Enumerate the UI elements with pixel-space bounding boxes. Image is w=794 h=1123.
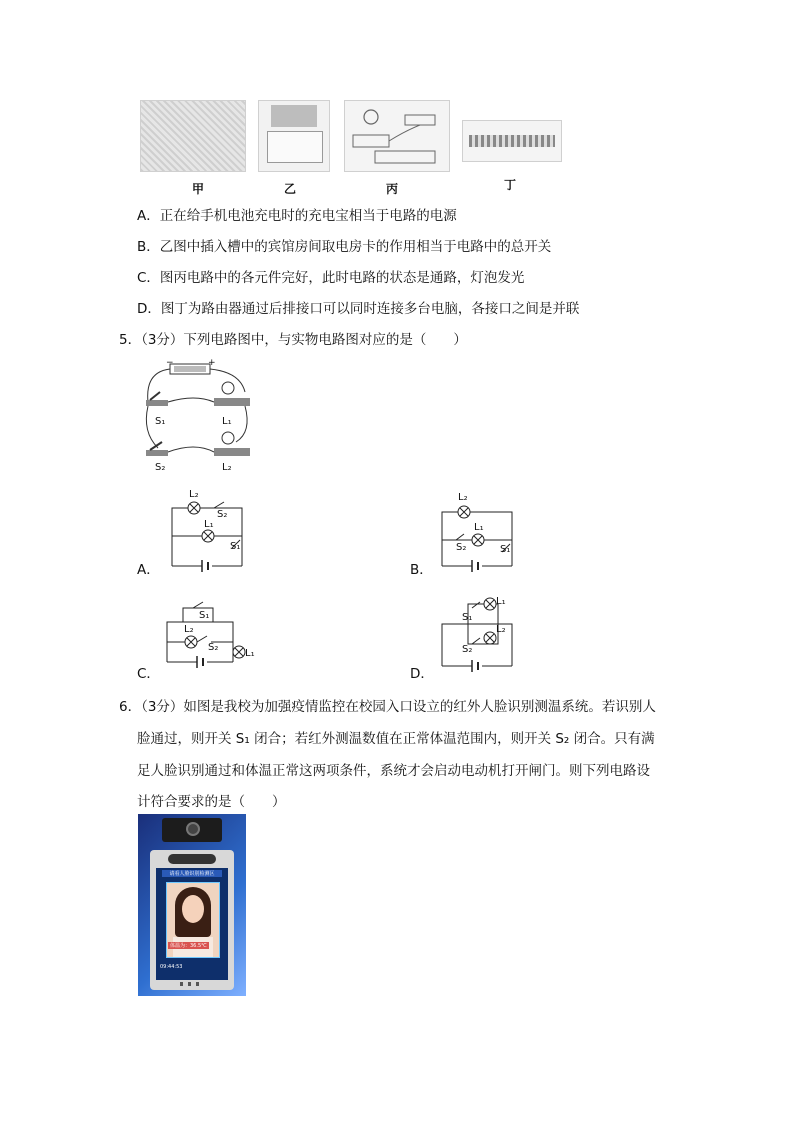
temperature-badge: 体温为：36.5℃	[170, 943, 207, 949]
q4-option-a: A．正在给手机电池充电时的充电宝相当于电路的电源	[137, 208, 457, 224]
caption-yi: 乙	[284, 182, 297, 196]
caption-jia: 甲	[192, 182, 205, 196]
option-d-label: D．	[410, 666, 434, 682]
circuit-d-l2: L₂	[496, 624, 506, 635]
circuit-c-s1: S₁	[199, 610, 210, 621]
circuit-b	[438, 500, 518, 570]
circuit-b-s1: S₁	[500, 544, 511, 555]
photo-ding	[462, 120, 562, 162]
circuit-d	[438, 594, 518, 670]
photo-yi	[258, 100, 330, 172]
circuit-a-s2: S₂	[217, 509, 228, 520]
caption-ding: 丁	[504, 178, 517, 192]
circuit-c-l2: L₂	[184, 624, 194, 635]
q6-line-3: 足人脸识别通过和体温正常这两项条件，系统才会启动电动机打开闸门。则下列电路设	[137, 763, 650, 779]
screen-title: 请看人脸识别检测区	[162, 870, 222, 877]
option-c-label: C．	[137, 666, 160, 682]
screen-time: 09:44:53	[160, 964, 183, 970]
option-a-label: A．	[137, 562, 160, 578]
face-recognition-device	[138, 814, 246, 996]
q4-option-c: C．图丙电路中的各元件完好，此时电路的状态是通路，灯泡发光	[137, 270, 525, 286]
q6-line-4: 计符合要求的是（ ）	[137, 794, 286, 810]
circuit-b-l1: L₁	[474, 522, 484, 533]
circuit-d-s1: S₁	[462, 612, 473, 623]
q6-line-2: 脸通过，则开关 S₁ 闭合；若红外测温数值在正常体温范围内，则开关 S₂ 闭合。只有满	[137, 731, 655, 747]
q6-line-1: 6．（3分）如图是我校为加强疫情监控在校园入口设立的红外人脸识别测温系统。若识别人	[119, 699, 656, 715]
q5-label-plus: +	[208, 358, 216, 368]
q4-option-d: D．图丁为路由器通过后排接口可以同时连接多台电脑，各接口之间是并联	[137, 301, 580, 317]
circuit-b-l2: L₂	[458, 492, 468, 503]
q5-label-s1: S₁	[155, 416, 166, 427]
q4-option-b: B．乙图中插入槽中的宾馆房间取电房卡的作用相当于电路中的总开关	[137, 239, 552, 255]
bing-circuit-sketch	[345, 101, 449, 171]
circuit-d-l1: L₁	[496, 596, 506, 607]
circuit-a	[168, 500, 248, 570]
option-b-label: B．	[410, 562, 433, 578]
q5-label-s2: S₂	[155, 462, 166, 473]
q5-label-minus: −	[166, 358, 174, 368]
circuit-a-s1: S₁	[230, 541, 241, 552]
device-camera-lens-icon	[186, 822, 200, 836]
q5-label-l1: L₁	[222, 416, 232, 427]
device-sensors	[168, 854, 216, 864]
q5-stem: 5．（3分）下列电路图中，与实物电路图对应的是（ ）	[119, 332, 467, 348]
circuit-d-s2: S₂	[462, 644, 473, 655]
q5-label-l2: L₂	[222, 462, 232, 473]
circuit-b-s2: S₂	[456, 542, 467, 553]
device-body	[150, 850, 234, 990]
circuit-a-l2: L₂	[189, 489, 199, 500]
circuit-a-l1: L₁	[204, 519, 214, 530]
device-screen	[156, 868, 228, 980]
photo-bing	[344, 100, 450, 172]
device-led-dots	[180, 982, 204, 986]
circuit-c-l1: L₁	[245, 648, 255, 659]
photo-jia	[140, 100, 246, 172]
person-face	[182, 895, 204, 923]
circuit-c-s2: S₂	[208, 642, 219, 653]
caption-bing: 丙	[386, 182, 399, 196]
